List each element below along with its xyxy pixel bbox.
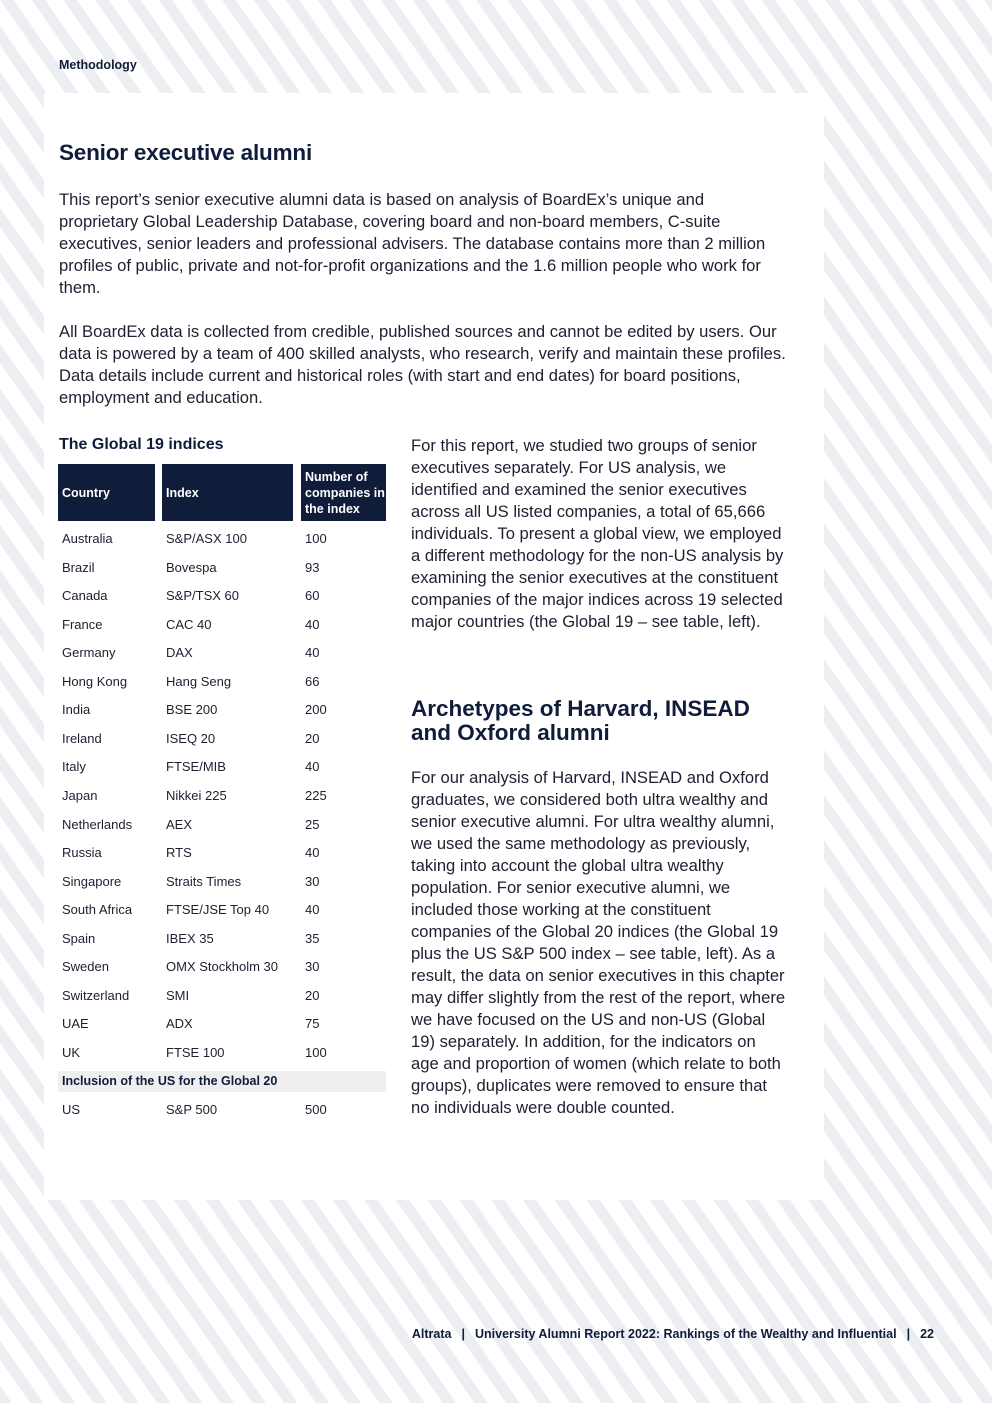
cell-index: OMX Stockholm 30 [166,959,278,975]
table-row [58,554,386,582]
cell-index: IBEX 35 [166,930,214,946]
cell-country: Singapore [62,873,122,889]
cell-index: S&P/ASX 100 [166,531,247,546]
cell-index: DAX [166,645,193,661]
cell-count: 100 [305,531,327,546]
table-row [58,953,386,981]
page-title: Senior executive alumni [59,140,312,165]
right-paragraph-2: For our analysis of Harvard, INSEAD and Oxford graduates, we considered both ultra wealthy and senior executive alumni. For ultra wealthy alumni, we used the same methodology as previously, taking into account the global ultra wealthy population. For senior executive alumni, we included those working at the constituent companies of the Global 20 indices (the Global 19 plus the US S&P 500 index – see table, left). As a result, the data on senior executives in this chapter may differ slightly from the rest of the report, where we have focused on the US and non-US (Global 19) separately. In addition, for the indicators on age and proportion of women (which relate to both groups), duplicates were removed to ensure that no individuals were double counted. [411,768,786,1117]
cell-country: Canada [62,588,108,604]
cell-count: 40 [305,902,320,918]
table-header-index: Index [162,464,293,521]
cell-count: 40 [305,845,320,861]
table-row [58,611,386,639]
footer [412,1327,934,1341]
table-row [58,782,386,810]
cell-country: Italy [62,759,86,775]
cell-count: 200 [305,702,327,718]
cell-count: 66 [305,673,320,689]
table-row [58,1039,386,1067]
table-row [58,668,386,696]
section-label: Methodology [59,58,137,72]
cell-count: 25 [305,816,320,832]
table-header-count: Number of companies in the index [301,464,386,521]
table-row [58,525,386,553]
cell-index: S&P 500 [166,1102,218,1117]
cell-country: Brazil [62,559,95,575]
cell-index: SMI [166,987,190,1003]
cell-country: Germany [62,645,116,661]
cell-count: 75 [305,1016,320,1032]
cell-index: FTSE 100 [166,1044,225,1060]
footer-brand: Altrata [411,1327,452,1341]
cell-count: 40 [305,645,320,661]
table-row [58,639,386,667]
cell-count: 35 [305,930,320,946]
cell-count: 500 [305,1102,327,1117]
footer-report-title: University Alumni Report 2022: Rankings of the Wealthy and Influential [474,1327,897,1341]
right-paragraph-1: For this report, we studied two groups of senior executives separately. For US analysis, we identified and examined the senior executives across all US listed companies, a total of 65,666 individuals. To present a global view, we employed a different methodology for the non-US analysis by examining the senior executives at the constituent companies of the major indices across 19 selected major countries (the Global 19 – see table, left). [411,436,784,631]
cell-index: Nikkei 225 [166,787,227,803]
cell-country: UAE [62,1016,89,1032]
cell-count: 100 [305,1044,327,1060]
cell-country: Sweden [62,959,109,975]
cell-index: Bovespa [166,559,217,575]
cell-index: CAC 40 [166,616,212,632]
cell-country: US [62,1102,81,1117]
cell-country: Netherlands [62,816,133,832]
cell-country: Russia [62,845,102,861]
table-title: The Global 19 indices [59,436,224,453]
table-row [58,896,386,924]
cell-index: Straits Times [166,873,242,889]
cell-country: South Africa [62,902,133,918]
cell-index: BSE 200 [166,702,218,718]
table-row [58,811,386,839]
table-row [58,725,386,753]
cell-count: 30 [305,873,320,889]
table-row [58,982,386,1010]
cell-index: ISEQ 20 [166,730,216,746]
page-number: 22 [920,1327,934,1341]
cell-index: FTSE/MIB [166,759,226,775]
cell-country: India [62,702,91,718]
cell-index: RTS [166,845,192,861]
cell-count: 20 [305,987,320,1003]
table-row [58,753,386,781]
cell-country: Switzerland [62,987,130,1003]
cell-count: 93 [305,559,320,575]
table-header-country: Country [58,464,155,521]
cell-index: Hang Seng [166,673,232,689]
cell-count: 60 [305,588,320,604]
section-heading-archetypes: Archetypes of Harvard, INSEAD and Oxford alumni [411,696,750,745]
cell-country: Ireland [62,730,102,746]
cell-country: Japan [62,787,98,803]
cell-count: 20 [305,730,320,746]
cell-index: S&P/TSX 60 [166,588,239,604]
cell-index: FTSE/JSE Top 40 [166,902,270,918]
cell-country: Australia [62,531,113,546]
footer-separator: | [906,1327,911,1341]
table-row [58,868,386,896]
table-row [58,925,386,953]
cell-index: AEX [166,816,193,832]
inclusion-subheader [58,1071,386,1092]
cell-country: Hong Kong [62,673,128,689]
cell-index: ADX [166,1016,193,1032]
intro-paragraph-1: This report’s senior executive alumni data is based on analysis of BoardEx’s unique and proprietary Global Leadership Database, covering board and non-board members, C-suite executives, senior leaders and professional advisers. The database contains more than 2 million profiles of public, private and not-for-profit organizations and the 1.6 million people who work for them. [59,190,766,297]
cell-count: 225 [305,787,327,803]
table-row [58,582,386,610]
cell-count: 40 [305,616,320,632]
table-row [58,1010,386,1038]
table-row [58,839,386,867]
footer-separator: | [461,1327,465,1341]
cell-count: 40 [305,759,320,775]
cell-country: France [62,616,103,632]
inclusion-label: Inclusion of the US for the Global 20 [62,1074,278,1088]
cell-country: Spain [62,930,96,946]
cell-country: UK [62,1044,81,1060]
intro-paragraph-2: All BoardEx data is collected from credible, published sources and cannot be edited by users. Our data is powered by a team of 400 skilled analysts, who research, verify and maintain these profiles. Data details include current and historical roles (with start and end dates) for board positions, employment and education. [59,322,786,407]
table-row-us [58,1096,386,1124]
table-row [58,696,386,724]
cell-count: 30 [305,959,320,975]
